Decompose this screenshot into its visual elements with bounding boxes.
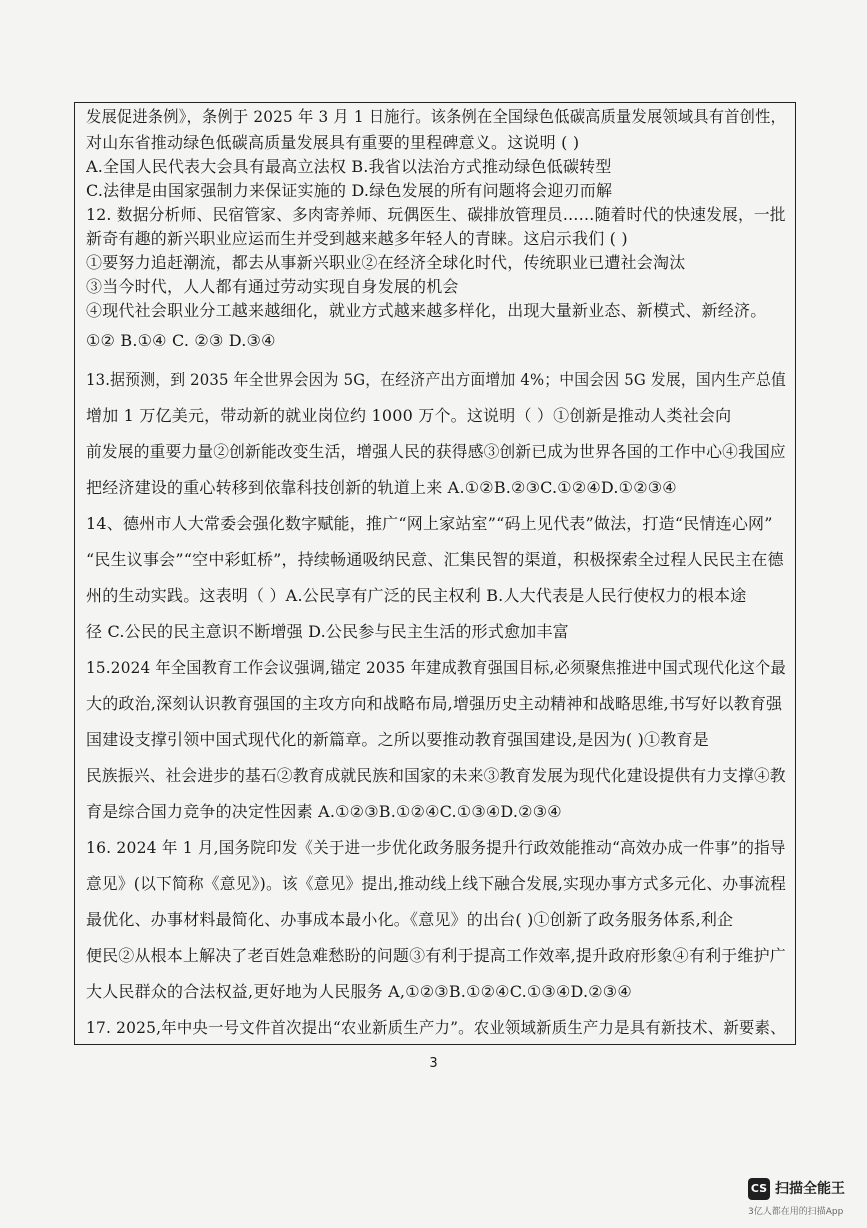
text-line: 州的生动实践。这表明（ ）A.公民享有广泛的民主权利 B.人大代表是人民行使权力的根本途 <box>86 586 747 605</box>
text-line: 育是综合国力竞争的决定性因素 A.①②③B.①②④C.①③④D.②③④ <box>86 802 562 821</box>
text-line: 民族振兴、社会进步的基石②教育成就民族和国家的未来③教育发展为现代化建设提供有力支撑④教 <box>86 766 786 785</box>
page-number: 3 <box>429 1056 438 1071</box>
text-line: “民生议事会”“空中彩虹桥”，持续畅通吸纳民意、汇集民智的渠道，积极探索全过程人民民主在德 <box>86 550 784 569</box>
text-line: 新奇有趣的新兴职业应运而生并受到越来越多年轻人的青睐。这启示我们 ( ) <box>86 229 628 248</box>
text-line: ①② B.①④ C. ②③ D.③④ <box>86 331 276 350</box>
text-line: 大的政治,深刻认识教育强国的主攻方向和战略布局,增强历史主动精神和战略思维,书写好以教育强 <box>86 694 783 713</box>
text-line: 增加 1 万亿美元，带动新的就业岗位约 1000 万个。这说明（ ）①创新是推动人类社会向 <box>86 406 732 425</box>
text-line: A.全国人民代表大会具有最高立法权 B.我省以法治方式推动绿色低碳转型 <box>86 157 612 176</box>
scanner-watermark <box>748 1176 858 1218</box>
text-line: 12. 数据分析师、民宿管家、多肉寄养师、玩偶医生、碳排放管理员……随着时代的快速发展，一批 <box>86 205 786 224</box>
text-line: 径 C.公民的民主意识不断增强 D.公民参与民主生活的形式愈加丰富 <box>86 622 569 641</box>
text-line: 前发展的重要力量②创新能改变生活，增强人民的获得感③创新已成为世界各国的工作中心④我国应 <box>86 442 786 461</box>
text-line: 14、德州市人大常委会强化数字赋能，推广“网上家站室”“码上见代表”做法，打造“民情连心网” <box>86 514 773 533</box>
watermark-subtitle: 3亿人都在用的扫描App <box>748 1207 844 1217</box>
text-line: 15.2024 年全国教育工作会议强调,锚定 2035 年建成教育强国目标,必须聚焦推进中国式现代化这个最 <box>86 658 786 677</box>
watermark-name: 扫描全能王 <box>775 1181 845 1197</box>
text-line: 国建设支撑引领中国式现代化的新篇章。之所以要推动教育强国建设,是因为( )①教育是 <box>86 730 709 749</box>
text-line: 17. 2025,年中央一号文件首次提出“农业新质生产力”。农业领域新质生产力是具有新技术、新要素、 <box>86 1018 786 1037</box>
text-line: 发展促进条例》，条例于 2025 年 3 月 1 日施行。该条例在全国绿色低碳高质量发展领域具有首创性， <box>86 107 786 126</box>
text-line: 把经济建设的重心转移到依靠科技创新的轨道上来 A.①②B.②③C.①②④D.①②③④ <box>86 478 677 497</box>
text-line: ④现代社会职业分工越来越细化，就业方式越来越多样化，出现大量新业态、新模式、新经济。 <box>86 301 767 320</box>
text-line: 最优化、办事材料最简化、办事成本最小化。《意见》的出台( )①创新了政务服务体系,利企 <box>86 910 734 929</box>
text-line: C.法律是由国家强制力来保证实施的 D.绿色发展的所有问题将会迎刃而解 <box>86 181 613 200</box>
text-line: 13.据预测，到 2035 年全世界会因为 5G，在经济产出方面增加 4%；中国会因 5G 发展，国内生产总值 <box>86 370 786 389</box>
text-line: ③当今时代，人人都有通过劳动实现自身发展的机会 <box>86 277 459 296</box>
text-line: 意见》(以下简称《意见》)。该《意见》提出,推动线上线下融合发展,实现办事方式多元化、办事流程 <box>86 874 787 893</box>
text-line: 对山东省推动绿色低碳高质量发展具有重要的里程碑意义。这说明 ( ) <box>86 133 580 152</box>
text-line: 便民②从根本上解决了老百姓急难愁盼的问题③有利于提高工作效率,提升政府形象④有利于维护广 <box>86 946 786 965</box>
text-line: ①要努力追赶潮流，都去从事新兴职业②在经济全球化时代，传统职业已遭社会淘汰 <box>86 253 686 272</box>
camscanner-logo-icon: CS <box>748 1178 770 1200</box>
text-line: 16. 2024 年 1 月,国务院印发《关于进一步优化政务服务提升行政效能推动“高效办成一件事”的指导 <box>86 838 786 857</box>
text-line: 大人民群众的合法权益,更好地为人民服务 A,①②③B.①②④C.①③④D.②③④ <box>86 982 632 1001</box>
